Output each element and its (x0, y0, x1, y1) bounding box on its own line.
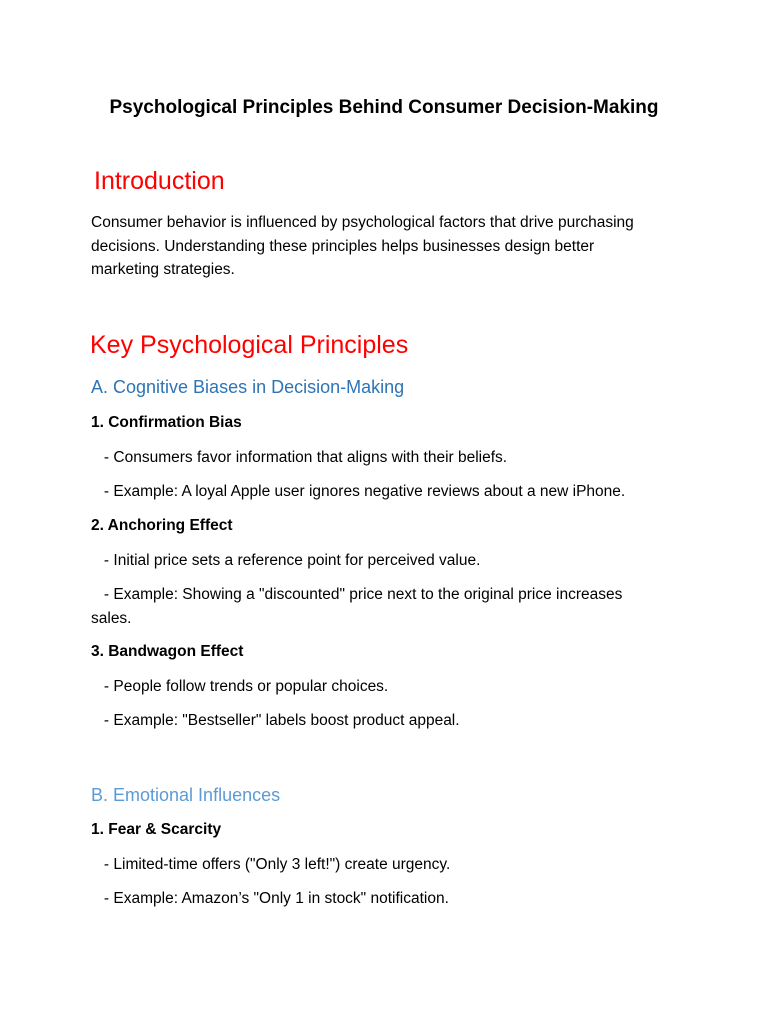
section-b-heading: B. Emotional Influences (91, 785, 281, 805)
bullet-anchoring-2: - Example: Showing a "discounted" price next to the original price increases sales. (91, 586, 627, 627)
bullet-confirmation-1: - Consumers favor information that aligns with their beliefs. (91, 449, 508, 466)
item-title-confirmation-bias: 1. Confirmation Bias (91, 414, 242, 431)
bullet-bandwagon-1: - People follow trends or popular choices. (91, 678, 389, 695)
bullet-fear-1: - Limited-time offers ("Only 3 left!") create urgency. (91, 856, 451, 873)
bullet-fear-2: - Example: Amazon’s "Only 1 in stock" notification. (91, 890, 449, 907)
item-title-fear-scarcity: 1. Fear & Scarcity (91, 821, 222, 838)
item-title-bandwagon-effect: 3. Bandwagon Effect (91, 643, 244, 660)
intro-paragraph: Consumer behavior is influenced by psychological factors that drive purchasing decisions. Understanding these principles helps businesses design better marketing strategies. (91, 214, 634, 278)
key-principles-heading: Key Psychological Principles (90, 331, 409, 359)
bullet-anchoring-1: - Initial price sets a reference point for perceived value. (91, 552, 481, 569)
section-a-heading: A. Cognitive Biases in Decision-Making (91, 377, 405, 397)
intro-heading: Introduction (94, 167, 225, 195)
bullet-confirmation-2: - Example: A loyal Apple user ignores negative reviews about a new iPhone. (91, 483, 626, 500)
document-title: Psychological Principles Behind Consumer Decision-Making (109, 97, 659, 118)
bullet-bandwagon-2: - Example: "Bestseller" labels boost product appeal. (91, 712, 460, 729)
item-title-anchoring-effect: 2. Anchoring Effect (91, 517, 233, 534)
